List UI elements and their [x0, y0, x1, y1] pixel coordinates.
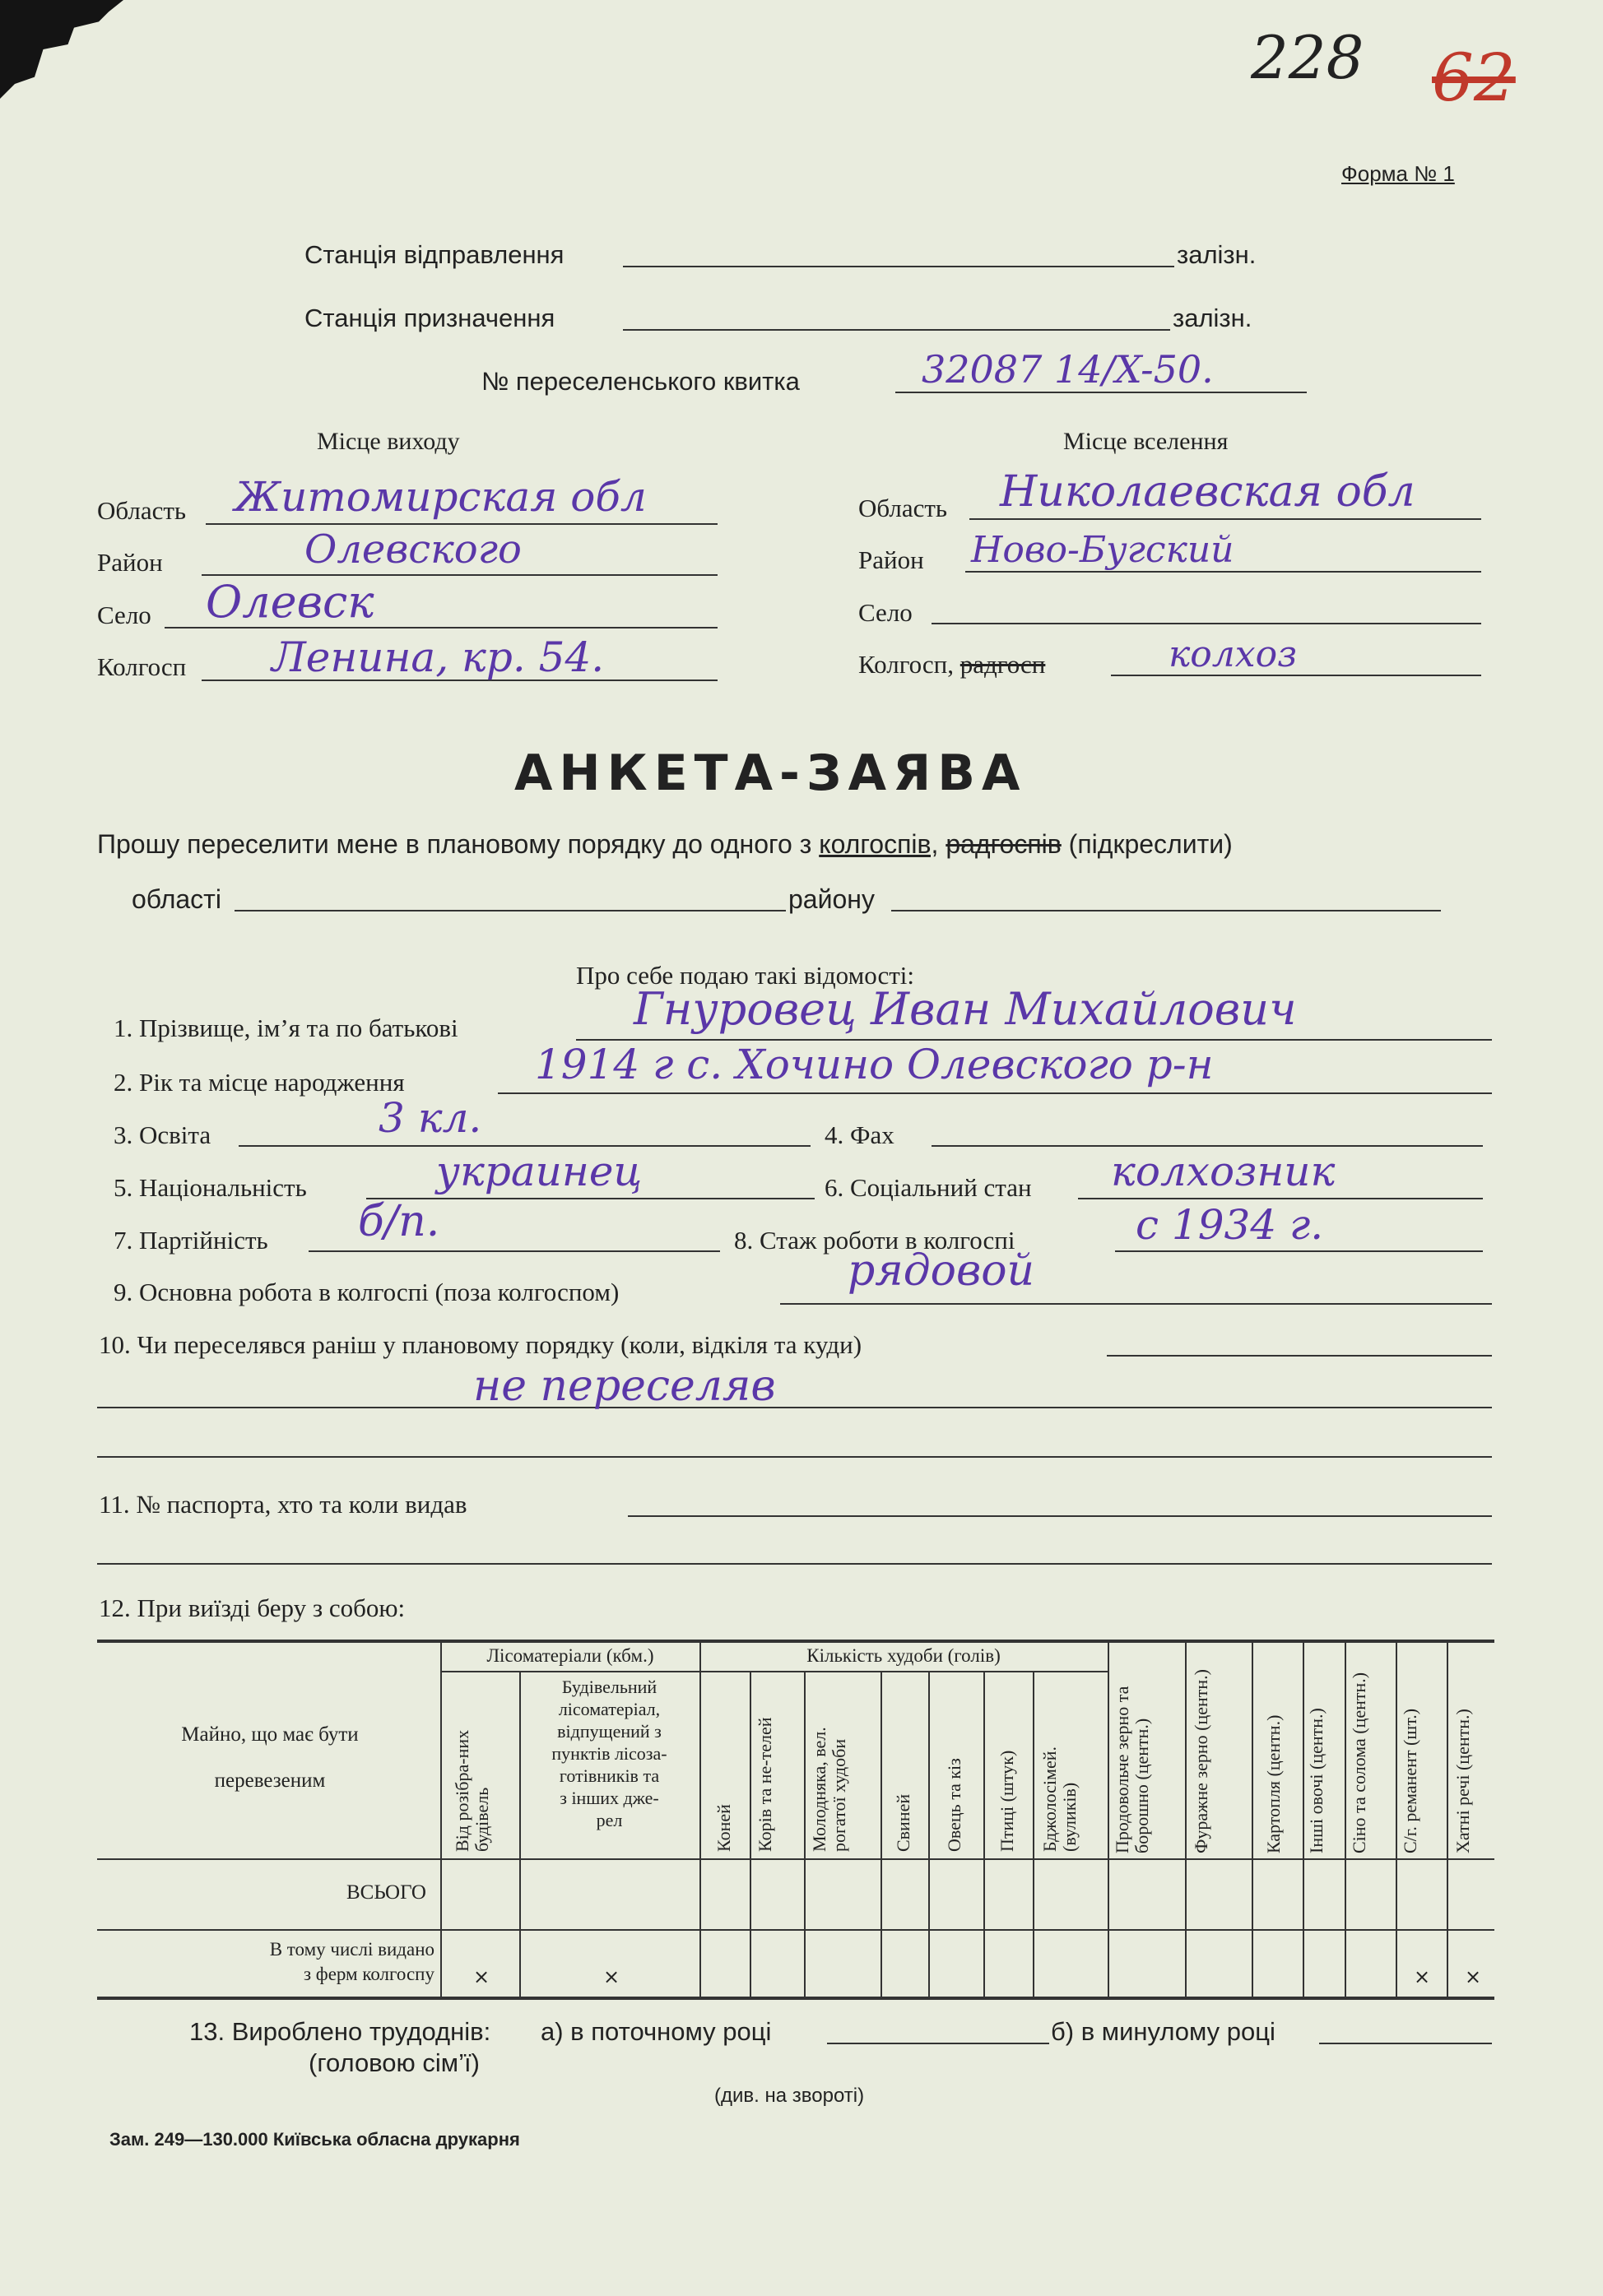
destination-kolhosp-word: Колгосп, — [858, 650, 955, 679]
table-mark-building: × — [603, 1965, 620, 1988]
field-2-label: 2. Рік та місце народження — [114, 1068, 405, 1097]
destination-station-line — [623, 329, 1170, 331]
field-7-label: 7. Партійність — [114, 1226, 268, 1255]
table-col-cows: Корів та не-телей — [755, 1717, 775, 1852]
request-raionu-line — [891, 910, 1441, 911]
field-10-line-2 — [97, 1407, 1492, 1408]
table-col-property: Майно, що має бути перевезеним — [181, 1723, 359, 1792]
origin-kolhosp-value: Ленина, кр. 54. — [272, 633, 605, 681]
field-6-value: колхозник — [1111, 1148, 1336, 1195]
table-group-cattle: Кількість худоби (голів) — [806, 1645, 1001, 1666]
origin-oblast-label: Область — [97, 496, 187, 525]
field-11-line-1 — [628, 1515, 1492, 1517]
field-9-line — [780, 1303, 1492, 1305]
destination-raion-value: Ново-Бугский — [971, 529, 1234, 571]
request-radhosps: радгоспів — [946, 829, 1062, 859]
field-8-label: 8. Стаж роботи в колгоспі — [734, 1226, 1015, 1255]
workdays-sub: (головою сім’ї) — [309, 2048, 480, 2077]
table-col-dismantled: Від розібра-них будівель — [452, 1729, 492, 1852]
field-7-value: б/п. — [358, 1197, 440, 1246]
table-col-hay: Сіно та солома (центн.) — [1349, 1672, 1369, 1853]
field-5-value: украинец — [436, 1148, 643, 1195]
field-3-value: 3 кл. — [379, 1094, 482, 1142]
request-raionu-label: району — [788, 884, 875, 914]
see-reverse-note: (див. на звороті) — [714, 2085, 865, 2107]
table-col-building: Будівельний лісоматеріал, відпущений з пунктів лісоза- готівників та з інших дже- рел — [551, 1677, 667, 1830]
field-9-value: рядовой — [848, 1246, 1035, 1296]
origin-raion-label: Район — [97, 548, 163, 577]
table-col-bees: Бджолосімей. (вуликів) — [1039, 1746, 1080, 1852]
table-col-vegetables: Інші овочі (центн.) — [1306, 1708, 1327, 1853]
field-4-label: 4. Фах — [825, 1120, 894, 1149]
origin-selo-value: Олевск — [206, 576, 374, 628]
destination-selo-line — [932, 623, 1481, 624]
table-col-forage: Фуражне зерно (центн.) — [1191, 1669, 1211, 1853]
field-5-label: 5. Національність — [114, 1173, 307, 1202]
field-9-label: 9. Основна робота в колгоспі (поза колгоспом) — [114, 1278, 620, 1306]
field-4-line — [932, 1145, 1483, 1147]
printer-imprint: Зам. 249—130.000 Київська обласна друкарня — [109, 2129, 520, 2150]
destination-oblast-value: Николаевская обл — [1000, 467, 1415, 517]
workdays-current-line — [827, 2043, 1049, 2044]
table-row-farm: В тому числі видано з ферм колгоспу — [269, 1939, 434, 1984]
form-number: Форма № 1 — [1341, 161, 1455, 186]
destination-radhosp-struck: радгосп — [959, 650, 1046, 679]
field-10-value: не переселяв — [473, 1361, 776, 1411]
table-col-household: Хатні речі (центн.) — [1452, 1709, 1473, 1853]
field-3-label: 3. Освіта — [114, 1120, 211, 1149]
destination-station-label: Станція призначення — [304, 304, 555, 332]
origin-raion-value: Олевского — [304, 526, 522, 573]
info-heading: Про себе подаю такі відомості: — [576, 961, 915, 990]
origin-selo-label: Село — [97, 601, 151, 629]
departure-label: Станція відправлення — [304, 240, 565, 269]
request-kolhosps: колгоспів, — [819, 829, 939, 859]
request-underline-note: (підкреслити) — [1068, 829, 1233, 859]
workdays-previous: б) в минулому році — [1051, 2017, 1275, 2046]
field-6-line — [1078, 1198, 1483, 1199]
archive-number: 228 — [1251, 23, 1364, 92]
field-6-label: 6. Соціальний стан — [825, 1173, 1032, 1202]
table-mark-tools: × — [1414, 1965, 1431, 1988]
origin-kolhosp-label: Колгосп — [97, 652, 187, 681]
field-8-line — [1115, 1250, 1483, 1252]
field-2-value: 1914 г с. Хочино Олевского р-н — [535, 1041, 1214, 1088]
table-mark-household: × — [1465, 1965, 1482, 1988]
table-mark-dismantled: × — [473, 1965, 490, 1988]
archive-old-number: 62 — [1432, 39, 1516, 116]
table-col-potatoes: Картопля (центн.) — [1263, 1714, 1284, 1853]
table-col-sheep: Овець та кіз — [944, 1758, 964, 1852]
request-line — [97, 829, 1233, 860]
belongings-table — [97, 1640, 1494, 2000]
field-1-value: Гнуровец Иван Михайлович — [634, 983, 1297, 1035]
table-col-pigs: Свиней — [893, 1793, 913, 1852]
request-oblasti-label: області — [132, 884, 221, 914]
ticket-line — [895, 392, 1307, 393]
departure-suffix: залізн. — [1177, 240, 1257, 269]
ticket-label: № переселенського квитка — [481, 367, 800, 396]
destination-kolhosp-value: колхоз — [1169, 633, 1298, 675]
field-10-label: 10. Чи переселявся раніш у плановому порядку (коли, відкіля та куди) — [99, 1330, 862, 1359]
field-1-label: 1. Прізвище, ім’я та по батькові — [114, 1013, 458, 1042]
destination-heading: Місце вселення — [1063, 428, 1229, 455]
field-10-line-1 — [1107, 1355, 1492, 1357]
ticket-value: 32087 14/X-50. — [922, 347, 1214, 392]
table-col-tools: С/г. реманент (шт.) — [1400, 1708, 1420, 1853]
destination-raion-line — [965, 571, 1481, 573]
origin-heading: Місце виходу — [317, 428, 460, 455]
table-group-timber: Лісоматеріали (кбм.) — [486, 1645, 654, 1666]
destination-selo-label: Село — [858, 598, 913, 627]
field-11-line-2 — [97, 1563, 1492, 1565]
form-title: АНКЕТА-ЗАЯВА — [514, 744, 1027, 802]
departure-line — [623, 266, 1174, 267]
table-col-horses: Коней — [713, 1804, 734, 1852]
destination-station-suffix: залізн. — [1173, 304, 1252, 332]
table-row-total: ВСЬОГО — [346, 1881, 426, 1904]
field-7-line — [309, 1250, 720, 1252]
request-text: Прошу переселити мене в плановому порядку до одного з — [97, 829, 812, 859]
field-11-label: 11. № паспорта, хто та коли видав — [99, 1490, 467, 1519]
field-10-line-3 — [97, 1456, 1492, 1458]
workdays-previous-line — [1319, 2043, 1492, 2044]
request-oblasti-line — [235, 910, 786, 911]
table-col-birds: Птиці (штук) — [997, 1750, 1017, 1852]
destination-oblast-line — [969, 518, 1481, 520]
destination-kolhosp-label — [858, 650, 1045, 680]
origin-oblast-line — [206, 523, 718, 525]
field-8-value: с 1934 г. — [1136, 1201, 1324, 1249]
workdays-label: 13. Вироблено трудоднів: — [189, 2017, 491, 2046]
origin-oblast-value: Житомирская обл — [235, 473, 647, 521]
field-2-line — [498, 1092, 1492, 1094]
table-col-grain: Продовольче зерно та борошно (центн.) — [1112, 1686, 1152, 1853]
field-3-line — [239, 1145, 811, 1147]
field-12-label: 12. При виїзді беру з собою: — [99, 1593, 406, 1622]
torn-corner — [0, 0, 123, 99]
workdays-current: а) в поточному році — [541, 2017, 772, 2046]
destination-raion-label: Район — [858, 545, 924, 574]
destination-oblast-label: Область — [858, 494, 948, 522]
table-col-young: Молодняка, вел. рогатої худоби — [809, 1727, 849, 1852]
